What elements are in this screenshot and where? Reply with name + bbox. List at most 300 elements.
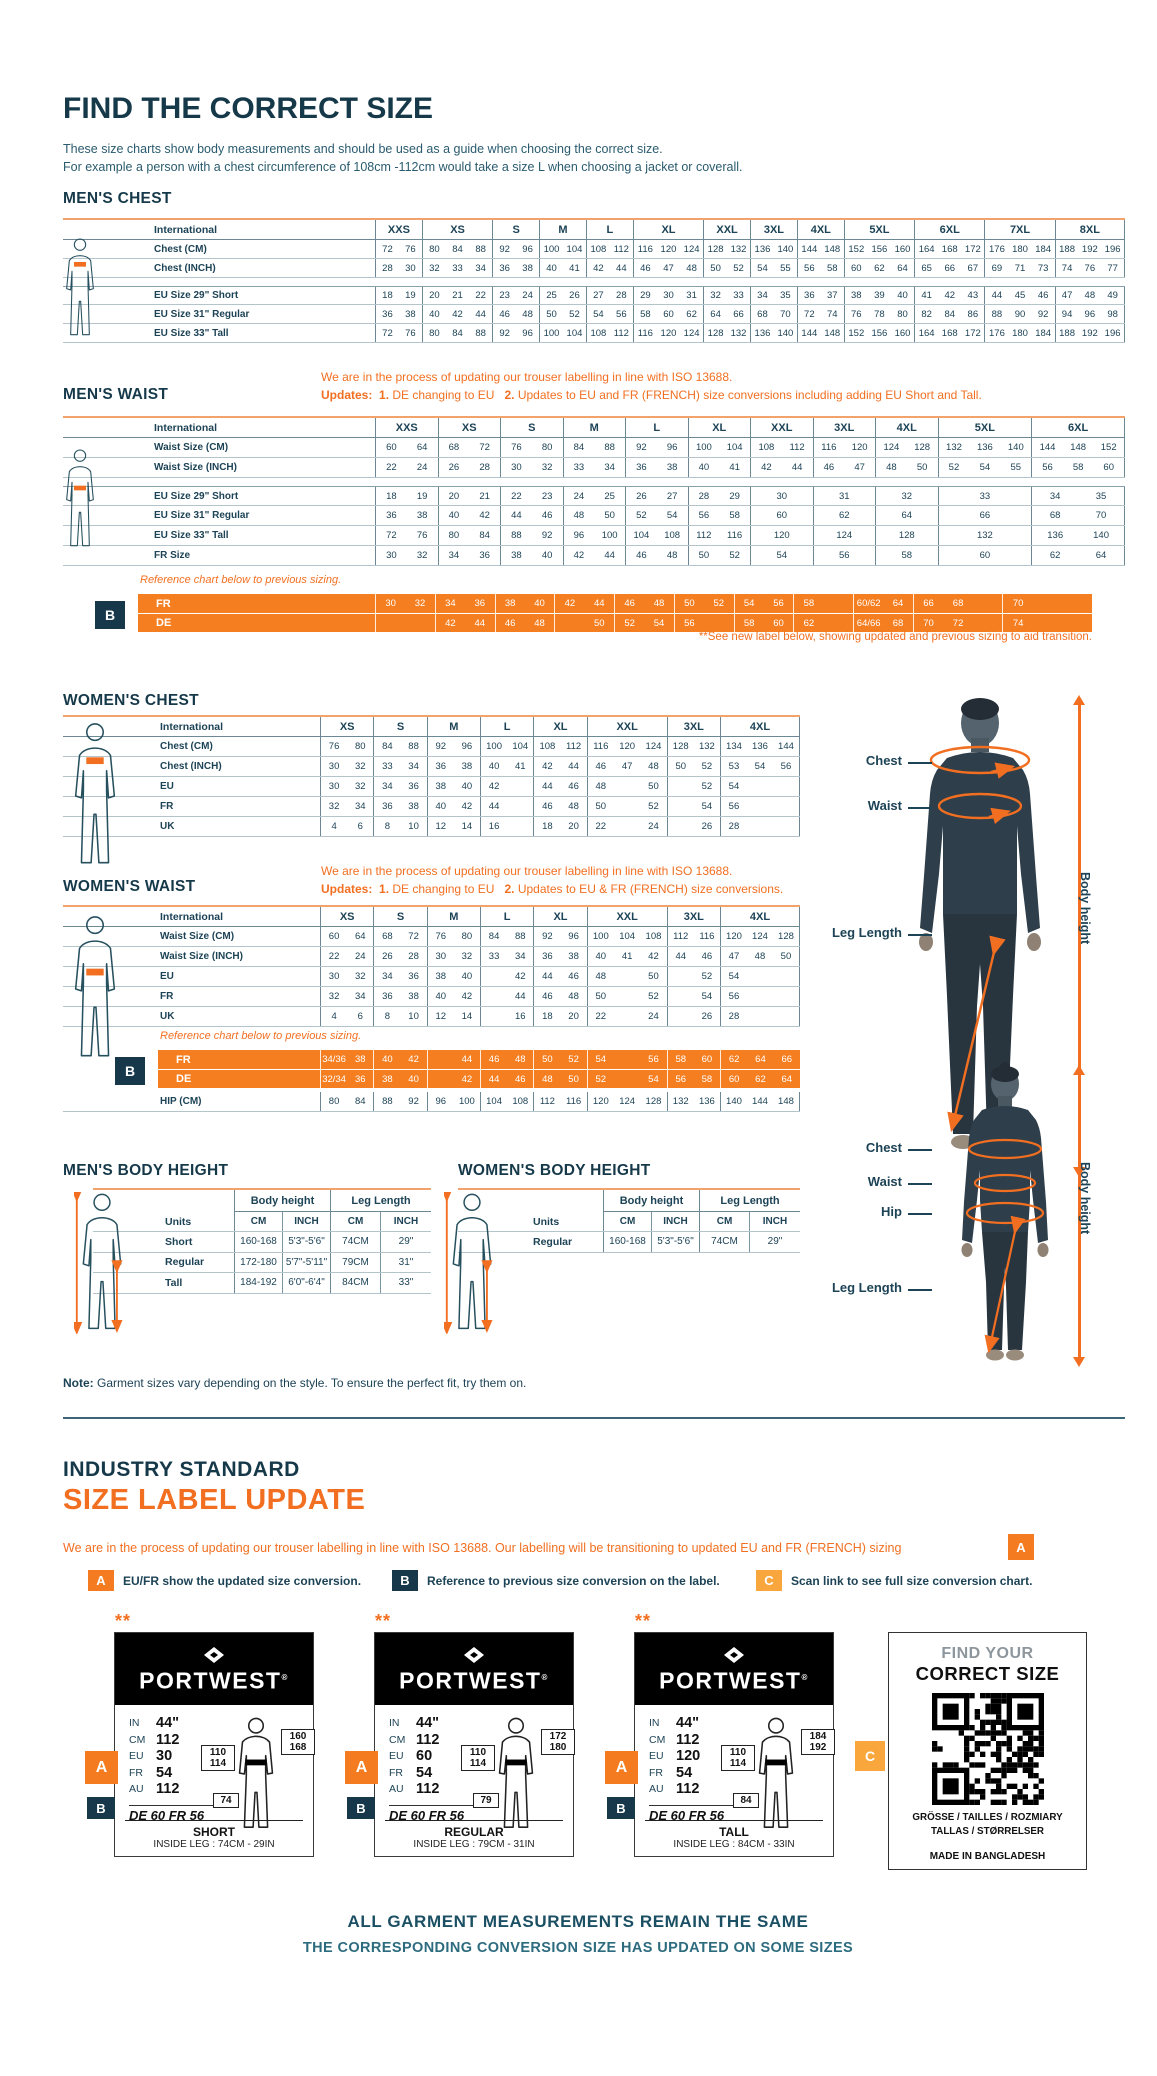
cell: 21: [479, 490, 490, 502]
row-label: DE: [156, 617, 172, 629]
cell-group: [320, 777, 373, 796]
cell: [481, 1007, 507, 1026]
cell-group: [587, 777, 667, 796]
cell: 46: [514, 1073, 526, 1085]
cell-group: [813, 438, 876, 457]
cell: [668, 987, 694, 1006]
cell: 32: [328, 991, 340, 1002]
waist-measure-box: 110 114: [201, 1745, 235, 1771]
height-table-row: [93, 1273, 431, 1294]
cell: [668, 797, 694, 816]
cell: 48: [514, 1054, 526, 1065]
cell: 39: [874, 290, 885, 301]
cell: 34: [354, 801, 366, 812]
cell: 84: [573, 442, 585, 453]
cell: 192: [1081, 243, 1098, 255]
mens-chest-heading: MEN'S CHEST: [63, 190, 172, 207]
inseam-measure-box: 74: [213, 1793, 239, 1808]
cell: 116: [699, 931, 715, 942]
cell: 180: [1012, 327, 1028, 339]
cell-group: [667, 1092, 720, 1111]
portwest-logo-icon: [464, 1647, 484, 1668]
size-system-label: FR: [649, 1766, 663, 1779]
cell-group: [320, 757, 373, 776]
row-label: UK: [160, 1011, 175, 1022]
cell: 132: [672, 1096, 689, 1107]
cell: [668, 777, 694, 796]
cell-group: [750, 546, 813, 565]
cell: 30: [776, 490, 788, 502]
cell: 112: [789, 442, 805, 453]
cell: 74: [1012, 617, 1024, 629]
cell: 90: [1014, 308, 1026, 320]
cell: 29": [380, 1232, 431, 1252]
cell-group: [984, 287, 1054, 304]
cell: 22: [511, 490, 522, 502]
cell: [428, 1070, 454, 1088]
cell-group: [703, 240, 750, 258]
size-group-label: M: [427, 907, 480, 926]
cell: 72: [408, 931, 419, 942]
cell-group: [587, 1007, 667, 1026]
table-header-row: [63, 218, 1125, 240]
cell: 100: [486, 741, 502, 752]
cell-group: [427, 797, 480, 816]
cell: 64: [710, 308, 721, 320]
waist-pointer-line: [908, 1183, 932, 1185]
cell-group: [320, 1092, 373, 1111]
cell: 120: [851, 442, 868, 453]
cell: 36: [499, 262, 510, 274]
cell-group: [667, 817, 720, 836]
cell: 32/34: [322, 1073, 346, 1085]
cell: 50: [780, 951, 792, 962]
cell: 88: [511, 530, 522, 541]
cell: 62: [803, 617, 815, 629]
cell-group: [667, 967, 720, 986]
cell: [973, 614, 1003, 632]
womens-body-height-heading: WOMEN'S BODY HEIGHT: [458, 1162, 651, 1179]
height-table-row: [93, 1253, 431, 1274]
mens-waist-heading: MEN'S WAIST: [63, 386, 169, 403]
table-row: [63, 1007, 800, 1027]
cell: 88: [991, 308, 1003, 320]
cell: 52: [701, 971, 713, 982]
cell: 28: [382, 262, 393, 274]
row-label: HIP (CM): [160, 1096, 202, 1107]
cell: 46: [568, 781, 579, 792]
cell: [1033, 594, 1063, 613]
cell: 34: [354, 991, 366, 1002]
table-row: [63, 506, 1125, 526]
cell-group: [373, 927, 426, 946]
unit-col-label: CM: [603, 1212, 651, 1231]
cell: 47: [728, 951, 740, 962]
cell: 48: [573, 510, 585, 521]
size-system-label: CM: [389, 1733, 406, 1746]
row-label: EU Size 31" Regular: [154, 510, 250, 521]
cell-group: [480, 927, 533, 946]
cell: 6: [357, 1011, 363, 1022]
cell: 22: [595, 1011, 607, 1022]
cell: 55: [780, 262, 791, 274]
cell-group: [813, 487, 876, 505]
cell-group: [480, 797, 533, 816]
units-label: Units: [165, 1215, 192, 1228]
cell: [614, 1007, 640, 1026]
cell: 23: [541, 490, 553, 502]
cell: 86: [967, 308, 979, 320]
cell: 46: [640, 262, 651, 274]
cell: 53: [728, 761, 740, 772]
intro-line-2: For example a person with a chest circumference of 108cm -112cm would take a size L when choosing a jacket or coverall.: [63, 160, 743, 174]
qr-card-line1: FIND YOUR: [941, 1645, 1034, 1662]
cell: 43: [967, 290, 979, 301]
cell-group: [435, 594, 495, 613]
cell: 124: [619, 1096, 636, 1107]
cell: 66: [733, 308, 744, 320]
cell-group: [533, 1092, 586, 1111]
cell: 48: [886, 462, 897, 473]
cell: 44: [542, 781, 553, 792]
cell: 33: [382, 761, 393, 772]
cell: 38: [522, 262, 533, 274]
cell: 44: [488, 1073, 500, 1085]
cell: 96: [573, 530, 585, 541]
footer-line-1: ALL GARMENT MEASUREMENTS REMAIN THE SAME: [347, 1912, 809, 1931]
cell-group: [492, 240, 539, 258]
cell-group: [1031, 438, 1125, 457]
cell: 35: [1095, 490, 1107, 502]
table-row: [63, 240, 1125, 259]
cell: 64: [892, 598, 904, 609]
inside-leg-text: INSIDE LEG : 74CM - 29IN: [153, 1839, 275, 1850]
row-label: Short: [165, 1235, 193, 1248]
cell: 14: [461, 1011, 473, 1022]
cell-group: [500, 438, 563, 457]
cell: 68: [952, 598, 964, 609]
cell-group: [797, 259, 844, 277]
mens-waist-table: [63, 416, 1125, 566]
table-row: [63, 777, 800, 797]
cell: [824, 594, 853, 613]
cell-group: [435, 614, 495, 632]
cell-group: [720, 1092, 800, 1111]
cell-group: [844, 287, 914, 304]
cell-group: [625, 526, 688, 545]
size-group-label: XL: [688, 418, 751, 437]
cell: 44: [514, 991, 526, 1002]
cell: 184-192: [234, 1273, 282, 1293]
cell: 54: [728, 781, 740, 792]
size-label-card: [95, 1611, 314, 1857]
inside-leg-text: INSIDE LEG : 79CM - 31IN: [413, 1839, 535, 1850]
mens-waist-reference-note: Reference chart below to previous sizing.: [140, 574, 342, 586]
cell-group: [554, 594, 614, 613]
cell: 27: [666, 490, 678, 502]
cell: 80: [897, 308, 908, 320]
cell-group: [422, 287, 492, 304]
cell: 44: [604, 550, 615, 561]
cell: 33": [380, 1273, 431, 1293]
cell-group: [533, 927, 586, 946]
cell: 88: [475, 327, 486, 339]
previous-sizing-row: [158, 1050, 800, 1069]
cell: 46: [1037, 290, 1049, 301]
cell: 104: [486, 1096, 502, 1107]
cell: 44: [568, 761, 579, 772]
cell: 34: [604, 462, 615, 473]
cell: 56: [780, 761, 792, 772]
cell: 41: [569, 262, 580, 274]
cell: 38: [435, 971, 447, 982]
cell: 32: [354, 761, 366, 772]
cell: 12: [435, 821, 447, 832]
legend-item-b: [392, 1570, 720, 1591]
qr-languages: GRÖSSE / TAILLES / ROZMIARY TALLAS / STØRRELSER: [912, 1812, 1063, 1837]
size-row: [129, 1715, 179, 1732]
cell: 21: [452, 290, 463, 301]
cell-group: [667, 1007, 720, 1026]
size-group-label: XL: [533, 717, 586, 736]
cell-group: [1031, 546, 1125, 565]
cell: 74CM: [699, 1232, 749, 1252]
size-system-label: AU: [129, 1783, 144, 1796]
cell: 26: [448, 462, 460, 473]
cell: 124: [645, 741, 662, 752]
cell: 52: [948, 462, 960, 473]
legend-item-a: [88, 1570, 361, 1591]
table-row: [63, 947, 800, 967]
cell: 70: [1012, 598, 1024, 609]
cell: 68: [448, 442, 460, 453]
cell: 68: [1049, 510, 1061, 521]
cell-group: [320, 817, 373, 836]
cell: [507, 797, 533, 816]
cell: 46: [499, 308, 510, 320]
cell: 44: [475, 308, 486, 320]
cell: 50: [684, 598, 695, 609]
mens-body-height-heading: MEN'S BODY HEIGHT: [63, 1162, 229, 1179]
cell: 52: [648, 991, 659, 1002]
row-label: FR: [160, 991, 174, 1002]
cell: 42: [573, 550, 585, 561]
size-system-label: FR: [389, 1766, 403, 1779]
cell-group: [913, 614, 1003, 632]
cell: [668, 967, 694, 986]
cell: 42: [452, 308, 463, 320]
cell-group: [703, 259, 750, 277]
cell: 120: [660, 243, 677, 255]
cell: 148: [778, 1096, 794, 1107]
cell-group: [797, 324, 844, 342]
cell: 20: [448, 490, 460, 502]
cell-group: [875, 506, 938, 525]
womens-hip-row: [63, 1092, 800, 1112]
cell-group: [375, 546, 438, 565]
size-value: 44": [156, 1715, 180, 1732]
cell: 38: [504, 598, 516, 609]
womens-waist-reference-note: Reference chart below to previous sizing.: [160, 1030, 362, 1042]
size-group-label: XXS: [375, 220, 422, 239]
group-header-row: [93, 1190, 431, 1212]
portwest-logo-icon: [204, 1647, 224, 1668]
size-system-label: IN: [389, 1717, 400, 1730]
cell-group: [793, 594, 853, 613]
cell-group: [500, 546, 563, 565]
cell-group: [554, 614, 614, 632]
row-label: FR: [160, 801, 174, 812]
cell-group: [320, 927, 373, 946]
cell-group: [375, 324, 422, 342]
cell: 62: [755, 1073, 766, 1085]
cell-group: [750, 526, 813, 545]
cell-group: [586, 240, 633, 258]
cell: 46: [568, 971, 579, 982]
cell-group: [720, 927, 800, 946]
unit-col-label: INCH: [749, 1212, 800, 1231]
badge-a: A: [345, 1751, 378, 1784]
size-system-label: IN: [649, 1717, 660, 1730]
cell: 116: [565, 1096, 582, 1107]
cell: 47: [663, 262, 674, 274]
cell-group: [913, 594, 1003, 613]
leg-length-pointer-line: [908, 934, 932, 936]
cell: 46: [504, 617, 516, 629]
cell: 22: [475, 290, 486, 301]
table-corner-label: International: [154, 223, 218, 236]
cell: 40: [382, 1054, 393, 1065]
cell-group: [375, 506, 438, 525]
cell: 84: [452, 243, 463, 255]
cell: 128: [778, 931, 794, 942]
cell: 104: [633, 530, 650, 541]
cell: 32: [416, 550, 428, 561]
cell: 60/62: [856, 598, 881, 609]
cell: 62: [874, 262, 885, 274]
cell-group: [1031, 458, 1125, 477]
cell: 70: [923, 617, 934, 629]
height-table-row: [458, 1232, 800, 1253]
cell: 58: [729, 510, 740, 521]
cell: 44: [461, 1054, 473, 1065]
cell: [747, 797, 773, 816]
cell: 148: [824, 327, 841, 339]
cell: [747, 987, 773, 1006]
womens-chest-heading: WOMEN'S CHEST: [63, 692, 199, 709]
cell: 48: [1084, 290, 1096, 301]
cell: 52: [729, 550, 740, 561]
cell: 176: [989, 327, 1005, 339]
cell: 73: [1037, 262, 1049, 274]
intro-line-1: These size charts show body measurements and should be used as a guide when choosing the correct size.: [63, 142, 663, 156]
cell: 31: [838, 490, 850, 502]
row-label: Chest (INCH): [160, 761, 222, 772]
cell: 108: [645, 931, 662, 942]
cell: 8: [384, 1011, 391, 1022]
cell-group: [587, 967, 667, 986]
cell-group: [734, 614, 794, 632]
cell: 128: [914, 442, 931, 453]
cell: 44: [511, 510, 522, 521]
cell-group: [750, 305, 797, 323]
cell-group: [667, 757, 720, 776]
cell: 40: [897, 290, 908, 301]
table-row: [63, 486, 1125, 506]
size-group-label: 5XL: [938, 418, 1032, 437]
size-group-label: S: [373, 717, 426, 736]
cell: 42: [461, 991, 473, 1002]
cell: 19: [405, 290, 416, 301]
cell: 56: [728, 991, 740, 1002]
height-table-row: [93, 1232, 431, 1253]
cell: [773, 817, 799, 836]
cell-group: [427, 987, 480, 1006]
qr-size-card: [864, 1632, 1087, 1870]
cell: 4: [331, 1011, 337, 1022]
womens-waist-table: [63, 905, 800, 1027]
cell-group: [533, 817, 586, 836]
cell: 29: [729, 490, 740, 502]
cell-group: [875, 487, 938, 505]
cell: 38: [405, 308, 416, 320]
cell-group: [1055, 305, 1125, 323]
cell-group: [587, 797, 667, 816]
update-note-line1: We are in the process of updating our trouser labelling in line with ISO 13688.: [321, 370, 733, 384]
cell: 32: [354, 781, 366, 792]
cell: 42: [461, 801, 473, 812]
cell: 160-168: [603, 1232, 651, 1252]
cell: 28: [728, 1011, 740, 1022]
cell: 67: [967, 262, 979, 274]
industry-intro: We are in the process of updating our trouser labelling in line with ISO 13688. Our labelling will be transitioning to updated EU and FR (FRENCH) sizing: [63, 1541, 902, 1555]
size-group-label: 4XL: [720, 717, 800, 736]
cell: 140: [1007, 442, 1024, 453]
cell: 44: [675, 951, 687, 962]
cell: 38: [382, 1073, 393, 1085]
previous-sizing-row: [158, 1069, 800, 1088]
cell: 32: [354, 971, 366, 982]
cell: 26: [701, 821, 713, 832]
cell: 24: [416, 462, 428, 473]
cell-group: [427, 1050, 480, 1069]
cell: 112: [673, 931, 689, 942]
table-row: [63, 817, 800, 837]
male-waist-label: Waist: [867, 798, 902, 813]
cell-group: [633, 240, 703, 258]
cell: [747, 817, 773, 836]
badge-b: B: [392, 1570, 418, 1591]
cell: 32: [461, 951, 473, 962]
size-row: [649, 1781, 700, 1798]
cell: 58: [901, 550, 913, 561]
table-row: [63, 286, 1125, 305]
size-value: 112: [416, 1781, 440, 1798]
cell-group: [667, 777, 720, 796]
cell-group: [539, 259, 586, 277]
cell: 41: [621, 951, 633, 962]
cell-group: [844, 324, 914, 342]
cell-group: [438, 487, 501, 505]
cell-group: [875, 438, 938, 457]
cell: 100: [458, 1096, 475, 1107]
row-label: Waist Size (INCH): [154, 462, 237, 473]
cell-group: [375, 526, 438, 545]
cell: 29": [749, 1232, 800, 1252]
cell-group: [938, 458, 1032, 477]
height-measure-box: 172 180: [541, 1729, 575, 1755]
cell: 58: [743, 617, 755, 629]
